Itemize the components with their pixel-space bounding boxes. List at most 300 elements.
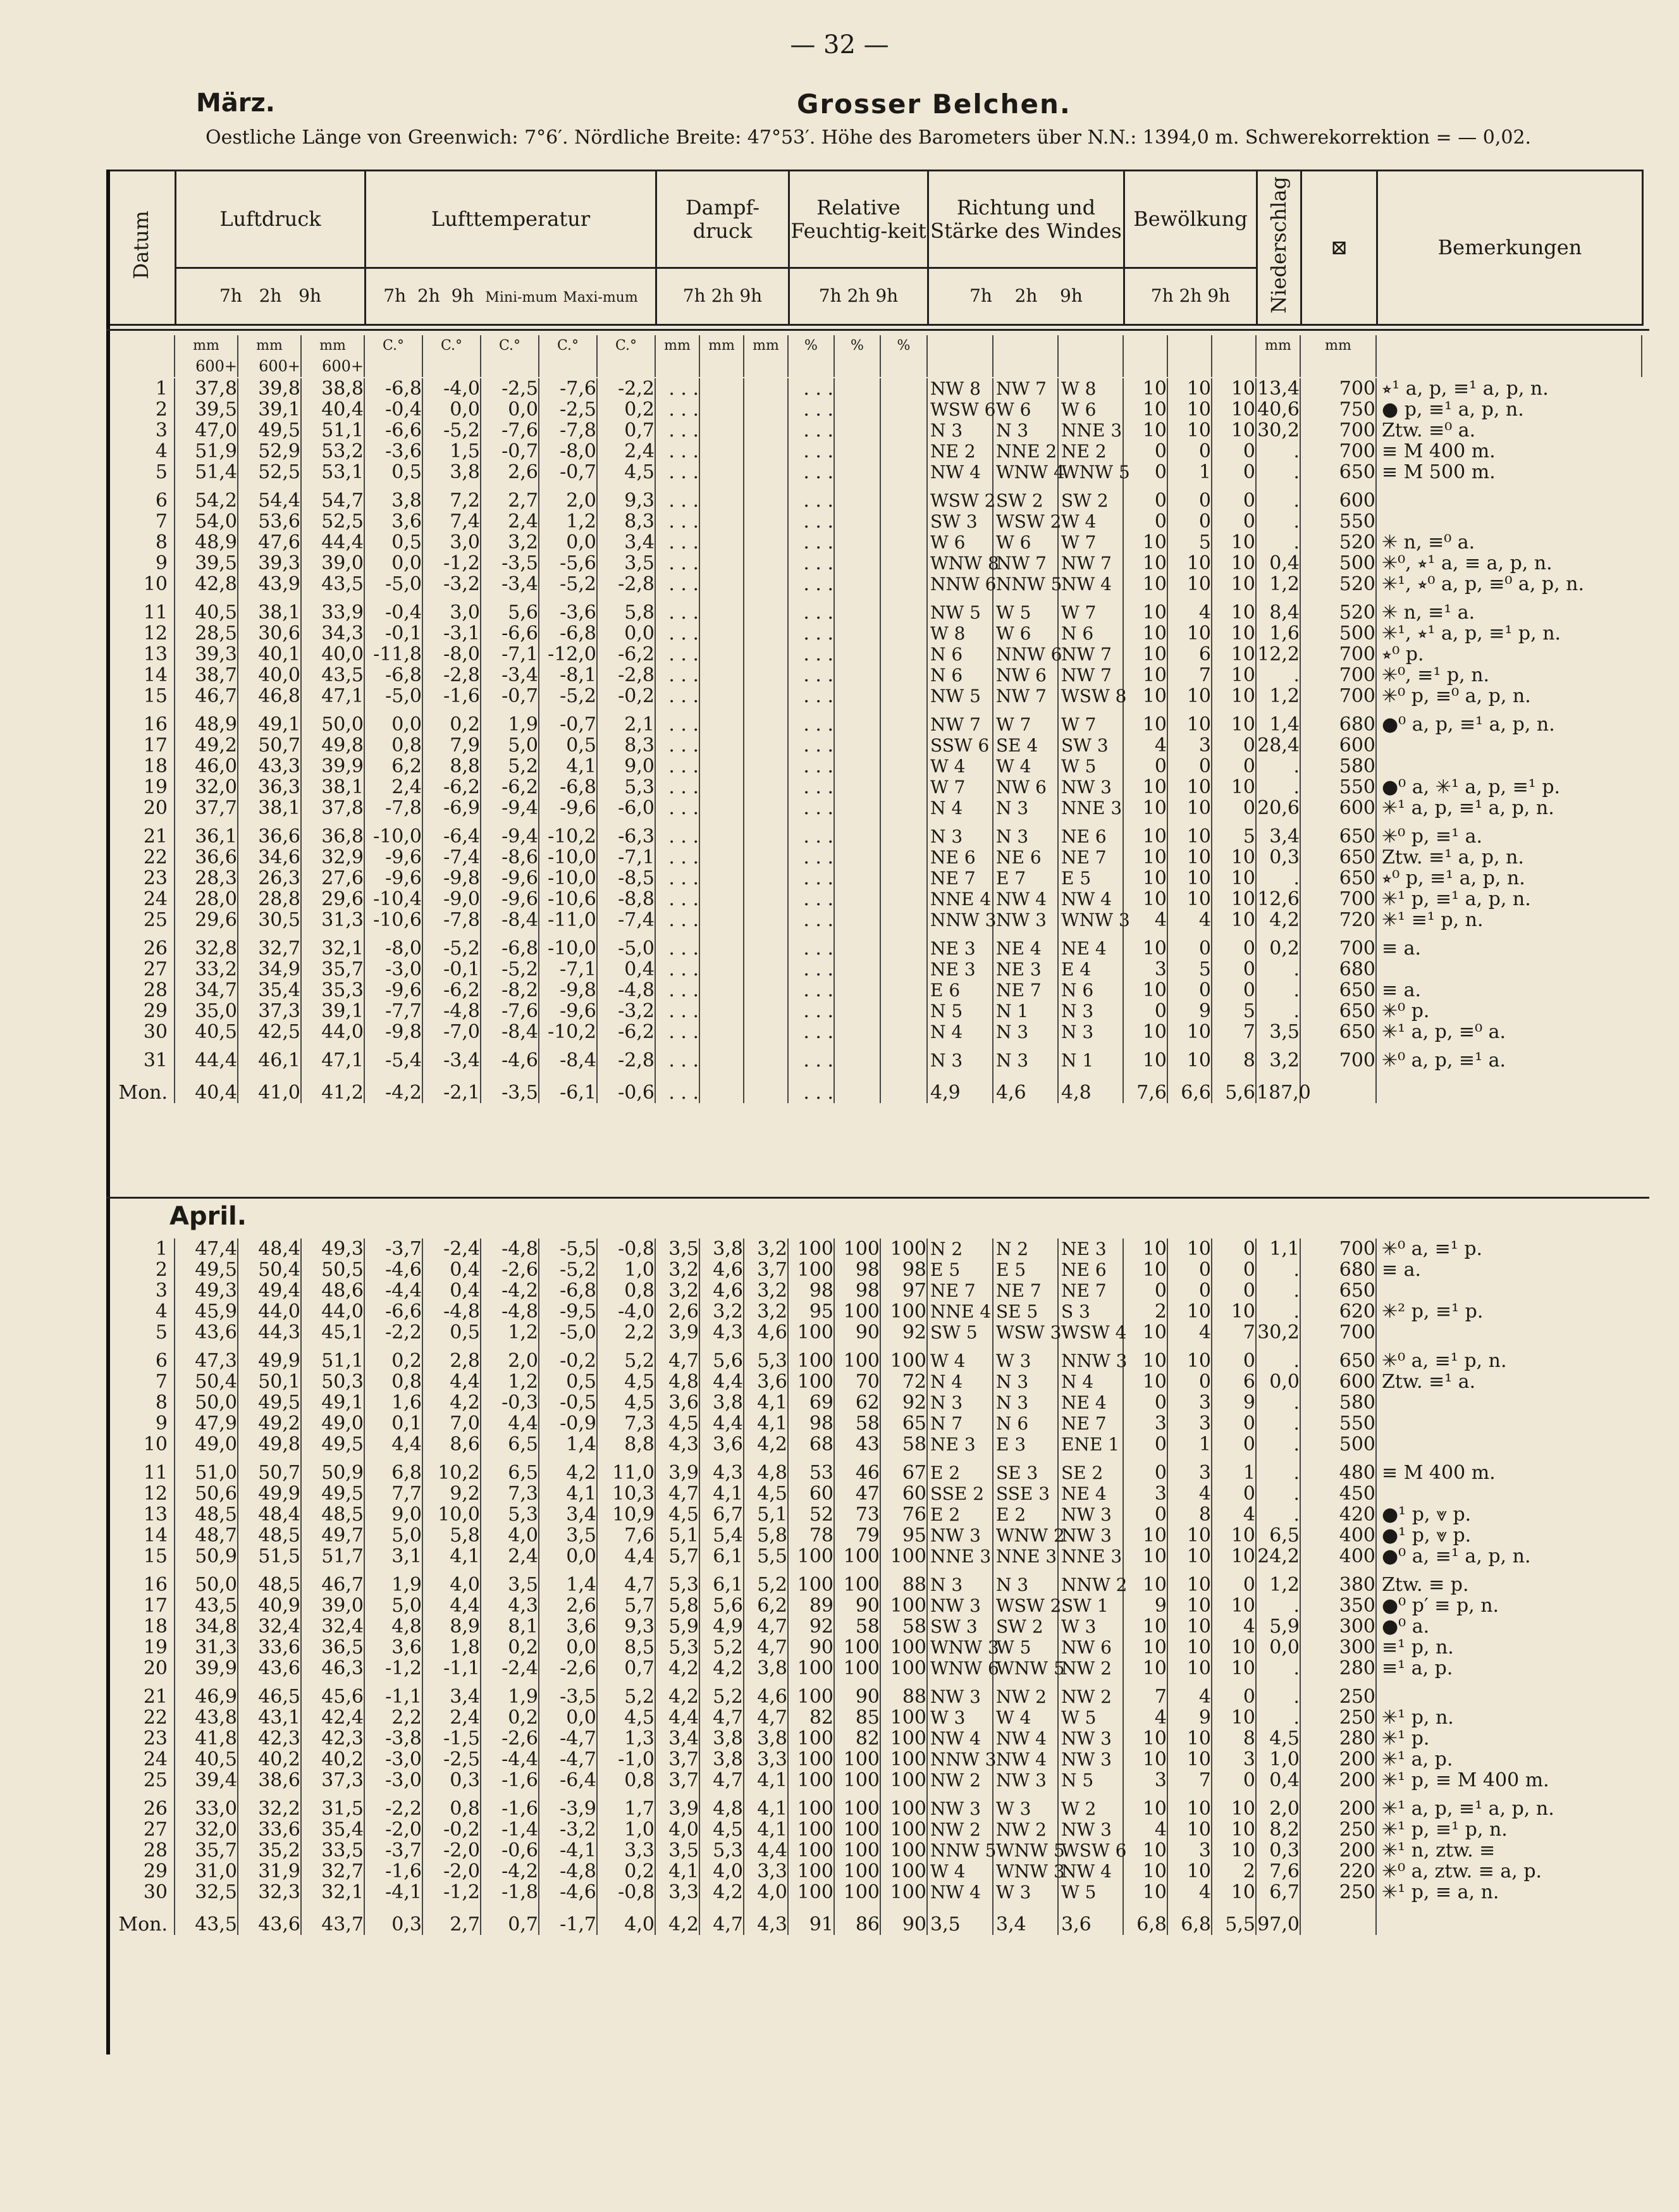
cell-empty: [834, 511, 880, 532]
cell-b2: 0: [1167, 930, 1212, 959]
cell-b2: 0: [1167, 1259, 1212, 1280]
cell-e7: 3,7: [655, 1749, 699, 1770]
cell-p2: 30,6: [238, 623, 301, 644]
cell-w7: N 6: [927, 665, 993, 686]
cell-empty: [834, 399, 880, 420]
cell-p2: 48,4: [238, 1239, 301, 1259]
cell-r: [1376, 1280, 1642, 1301]
cell-t9: -8,6: [481, 847, 539, 868]
cell-empty: [880, 462, 927, 483]
cell-w9: NNE 3: [1058, 798, 1123, 819]
cell-r: ✳⁰ p.: [1382, 1000, 1430, 1022]
cell-b2: 1: [1167, 462, 1212, 483]
cell-t9: -1,6: [481, 1770, 539, 1791]
cell-f2: 46: [834, 1455, 880, 1483]
cell-w7: WNW 6: [927, 1658, 993, 1679]
cell-t2: 3,4: [422, 1679, 481, 1707]
cell-f: . . .: [788, 1001, 834, 1022]
cell-w9: ENE 1: [1058, 1434, 1123, 1455]
header-wind: Richtung und Stärke des Windes: [928, 171, 1124, 268]
cell-p7: 47,3: [175, 1343, 238, 1371]
cell-p7: 51,4: [175, 462, 238, 483]
cell-e: . . .: [655, 819, 699, 847]
cell-e9: 3,7: [744, 1259, 788, 1280]
cell-r: ✳¹ a, p, ≡⁰ a.: [1382, 1021, 1506, 1043]
cell-b9: 10: [1212, 399, 1256, 420]
cell-w2: NW 2: [993, 1819, 1058, 1840]
cell-tmax: 5,7: [597, 1595, 655, 1616]
cell-t2: -1,1: [422, 1658, 481, 1679]
cell-w2: N 1: [993, 1001, 1058, 1022]
unit-cell: [539, 356, 597, 377]
cell-tmin: 1,4: [539, 1434, 597, 1455]
cell-w9: W 5: [1058, 1707, 1123, 1728]
table-row: [106, 847, 1642, 868]
cell-p7: 50,0: [175, 1392, 238, 1413]
cell-empty: [744, 777, 788, 798]
cell-empty: [744, 1001, 788, 1022]
cell-p2: 40,0: [238, 665, 301, 686]
cell-b7: 10: [1123, 623, 1167, 644]
cell-s: 550: [1300, 1413, 1376, 1434]
cell-b9: 2: [1212, 1861, 1256, 1882]
unit-cell: [106, 335, 175, 356]
cell-tmax: 3,3: [597, 1840, 655, 1861]
cell-e: . . .: [655, 574, 699, 595]
cell-f9: 100: [880, 1882, 927, 1903]
cell-b7: 2: [1123, 1301, 1167, 1322]
cell-b7: 4: [1123, 1819, 1167, 1840]
cell-r: [1376, 959, 1642, 980]
cell-d: 20: [106, 1658, 175, 1679]
cell-t9: -1,4: [481, 1819, 539, 1840]
cell-f2: 98: [834, 1259, 880, 1280]
cell-d: 7: [106, 511, 175, 532]
cell-r: ●⁰ a, ≡¹ a, p, n.: [1382, 1545, 1531, 1567]
cell-w9: WSW 6: [1058, 1840, 1123, 1861]
cell-empty: [880, 441, 927, 462]
table-row: [106, 623, 1642, 644]
cell-p7: 43,5: [175, 1595, 238, 1616]
cell-w2: NW 4: [993, 1728, 1058, 1749]
cell-r: [1376, 1434, 1642, 1455]
table-row: [106, 735, 1642, 756]
header-luftdruck-hours: 7h 2h 9h: [176, 268, 366, 325]
unit-cell: [1212, 335, 1256, 356]
cell-p7: 51,9: [175, 441, 238, 462]
cell-w2: NE 7: [993, 1280, 1058, 1301]
cell-b2: 4: [1167, 595, 1212, 623]
cell-p9: 53,1: [301, 462, 364, 483]
units-row: [106, 335, 1642, 377]
cell-empty: [744, 623, 788, 644]
cell-t2: -1,6: [422, 686, 481, 707]
cell-e7: 3,6: [655, 1392, 699, 1413]
cell-p2: 46,5: [238, 1679, 301, 1707]
cell-tmax: 4,5: [597, 1371, 655, 1392]
unit-cell: %: [880, 335, 927, 356]
cell-e: . . .: [655, 735, 699, 756]
cell-s: 200: [1300, 1840, 1376, 1861]
cell-p9: 49,8: [301, 735, 364, 756]
cell-t7: 0,0: [364, 553, 422, 574]
cell-r: ≡¹ p, n.: [1382, 1636, 1454, 1659]
cell-r: [1376, 735, 1642, 756]
cell-w7: N 4: [927, 798, 993, 819]
cell-d: 8: [106, 532, 175, 553]
unit-cell: mm: [744, 335, 788, 356]
cell-f2: 62: [834, 1392, 880, 1413]
cell-p9: 45,6: [301, 1679, 364, 1707]
cell-r: ● p, ≡¹ a, p, n.: [1382, 399, 1524, 421]
cell-tmin: -0,7: [539, 707, 597, 735]
cell-empty: [834, 532, 880, 553]
cell-b9: 10: [1212, 1637, 1256, 1658]
cell-b2: 10: [1167, 1728, 1212, 1749]
cell-tmax: 0,8: [597, 1280, 655, 1301]
cell-p9: 48,5: [301, 1504, 364, 1525]
cell-p9: 44,0: [301, 1022, 364, 1042]
cell-empty: [880, 532, 927, 553]
cell-r: ●¹ p, ⩔ p.: [1382, 1524, 1472, 1547]
cell-t2: 10,0: [422, 1504, 481, 1525]
cell-w2: E 3: [993, 1434, 1058, 1455]
cell-f9: 92: [880, 1322, 927, 1343]
cell-f: . . .: [788, 1022, 834, 1042]
cell-s: 400: [1300, 1525, 1376, 1546]
cell-t7: 0,8: [364, 1371, 422, 1392]
cell-e2: 4,4: [699, 1413, 744, 1434]
cell-d: 21: [106, 1679, 175, 1707]
cell-b7: 4: [1123, 1707, 1167, 1728]
cell-t2: -4,8: [422, 1301, 481, 1322]
cell-tmax: 0,8: [597, 1770, 655, 1791]
cell-empty: [699, 1071, 744, 1103]
cell-w2: NNW 5: [993, 574, 1058, 595]
cell-t9: -0,3: [481, 1392, 539, 1413]
cell-p7: 29,6: [175, 910, 238, 930]
cell-b9: 0: [1212, 1770, 1256, 1791]
cell-s: 600: [1300, 1371, 1376, 1392]
cell-w2: N 3: [993, 819, 1058, 847]
cell-tmin: -10,6: [539, 889, 597, 910]
cell-w2: W 7: [993, 707, 1058, 735]
cell-t7: 6,2: [364, 756, 422, 777]
cell-t7: -3,0: [364, 959, 422, 980]
cell-s: 700: [1300, 378, 1376, 399]
cell-t9: 1,9: [481, 707, 539, 735]
header-niederschlag: Niederschlag: [1257, 171, 1301, 325]
cell-empty: [744, 595, 788, 623]
cell-f9: 100: [880, 1861, 927, 1882]
cell-f7: 100: [788, 1567, 834, 1595]
cell-empty: [744, 1042, 788, 1071]
cell-b7: 4: [1123, 735, 1167, 756]
cell-t9: -2,6: [481, 1728, 539, 1749]
cell-e2: 4,6: [699, 1280, 744, 1301]
cell-b2: 0: [1167, 511, 1212, 532]
cell-e: . . .: [655, 1042, 699, 1071]
cell-t9: 1,2: [481, 1371, 539, 1392]
cell-w2: WSW 2: [993, 1595, 1058, 1616]
cell-t9: 4,0: [481, 1525, 539, 1546]
cell-e2: 5,6: [699, 1343, 744, 1371]
cell-tmin: 1,2: [539, 511, 597, 532]
cell-empty: [699, 777, 744, 798]
cell-tmin: -5,2: [539, 1259, 597, 1280]
cell-p2: 49,8: [238, 1434, 301, 1455]
cell-p7: 40,5: [175, 1749, 238, 1770]
cell-s: 520: [1300, 595, 1376, 623]
mean-f: . . .: [788, 1071, 834, 1103]
mean-d: Mon.: [106, 1071, 175, 1103]
cell-b2: 10: [1167, 1658, 1212, 1679]
cell-f7: 100: [788, 1259, 834, 1280]
mean-b2: 6,6: [1167, 1071, 1212, 1103]
cell-f7: 92: [788, 1616, 834, 1637]
table-row: [106, 1483, 1642, 1504]
cell-f7: 100: [788, 1679, 834, 1707]
cell-r: ⭒⁰ p.: [1382, 643, 1424, 665]
cell-w9: SW 3: [1058, 735, 1123, 756]
cell-p9: 49,5: [301, 1434, 364, 1455]
cell-e2: 5,3: [699, 1840, 744, 1861]
monthly-mean-row: [106, 1903, 1642, 1935]
cell-b9: 10: [1212, 665, 1256, 686]
cell-r: [1376, 1413, 1642, 1434]
cell-d: 5: [106, 462, 175, 483]
cell-t9: -0,6: [481, 1840, 539, 1861]
cell-t2: 0,5: [422, 1322, 481, 1343]
cell-b2: 10: [1167, 420, 1212, 441]
cell-t9: 8,1: [481, 1616, 539, 1637]
cell-t7: 5,0: [364, 1595, 422, 1616]
cell-b7: 3: [1123, 959, 1167, 980]
cell-empty: [744, 1022, 788, 1042]
table-row: [106, 1819, 1642, 1840]
cell-n: 0,2: [1256, 930, 1300, 959]
cell-w7: E 6: [927, 980, 993, 1001]
cell-f: . . .: [788, 868, 834, 889]
cell-p7: 28,5: [175, 623, 238, 644]
cell-p7: 46,0: [175, 756, 238, 777]
cell-t9: 6,5: [481, 1455, 539, 1483]
cell-tmax: 11,0: [597, 1455, 655, 1483]
cell-t9: -8,4: [481, 910, 539, 930]
cell-t2: 0,2: [422, 707, 481, 735]
cell-b2: 4: [1167, 1322, 1212, 1343]
cell-p9: 47,1: [301, 686, 364, 707]
cell-f9: 100: [880, 1595, 927, 1616]
cell-d: 30: [106, 1022, 175, 1042]
cell-s: 650: [1300, 819, 1376, 847]
cell-n: 40,6: [1256, 399, 1300, 420]
cell-w9: WSW 4: [1058, 1322, 1123, 1343]
cell-tmin: 2,0: [539, 483, 597, 511]
cell-empty: [834, 930, 880, 959]
cell-tmin: -7,6: [539, 378, 597, 399]
cell-t9: -3,4: [481, 574, 539, 595]
cell-b9: 10: [1212, 1546, 1256, 1567]
header-bewolkung: Bewölkung: [1124, 171, 1257, 268]
cell-p9: 50,3: [301, 1371, 364, 1392]
cell-t2: -9,8: [422, 868, 481, 889]
cell-w9: NE 2: [1058, 441, 1123, 462]
cell-e7: 5,3: [655, 1637, 699, 1658]
cell-p9: 50,5: [301, 1259, 364, 1280]
cell-p7: 49,3: [175, 1280, 238, 1301]
cell-p2: 35,2: [238, 1840, 301, 1861]
cell-p7: 54,0: [175, 511, 238, 532]
cell-t7: -5,4: [364, 1042, 422, 1071]
table-row: [106, 1042, 1642, 1071]
cell-e9: 3,2: [744, 1239, 788, 1259]
cell-s: 600: [1300, 483, 1376, 511]
unit-cell: [880, 356, 927, 377]
cell-b9: 9: [1212, 1392, 1256, 1413]
cell-b9: 0: [1212, 441, 1256, 462]
cell-r: [1376, 756, 1642, 777]
cell-n: 0,0: [1256, 1371, 1300, 1392]
cell-p9: 42,3: [301, 1728, 364, 1749]
cell-p2: 32,4: [238, 1616, 301, 1637]
cell-p2: 42,5: [238, 1022, 301, 1042]
cell-tmin: -12,0: [539, 644, 597, 665]
station-title: Grosser Belchen.: [797, 89, 1071, 120]
cell-r: ⭒¹ a, p, ≡¹ a, p, n.: [1382, 378, 1549, 400]
cell-w7: E 2: [927, 1504, 993, 1525]
cell-tmax: 1,3: [597, 1728, 655, 1749]
cell-w9: NW 3: [1058, 1728, 1123, 1749]
cell-w9: NNW 3: [1058, 1343, 1123, 1371]
cell-e: . . .: [655, 420, 699, 441]
cell-p2: 35,4: [238, 980, 301, 1001]
cell-empty: [880, 980, 927, 1001]
cell-p2: 51,5: [238, 1546, 301, 1567]
cell-t7: 0,8: [364, 735, 422, 756]
cell-r: ✳¹ p, ≡¹ a, p, n.: [1382, 888, 1531, 910]
cell-s: 300: [1300, 1637, 1376, 1658]
cell-r: [1376, 511, 1642, 532]
cell-b7: 9: [1123, 1595, 1167, 1616]
cell-n: 4,5: [1256, 1728, 1300, 1749]
table-row: [106, 1001, 1642, 1022]
cell-tmax: -1,0: [597, 1749, 655, 1770]
cell-w7: NW 3: [927, 1679, 993, 1707]
cell-e2: 4,3: [699, 1455, 744, 1483]
cell-p2: 49,9: [238, 1483, 301, 1504]
cell-p7: 48,9: [175, 707, 238, 735]
cell-p7: 51,0: [175, 1455, 238, 1483]
table-row: [106, 1770, 1642, 1791]
cell-d: 28: [106, 1840, 175, 1861]
table-row: [106, 665, 1642, 686]
cell-p2: 38,6: [238, 1770, 301, 1791]
cell-s: 580: [1300, 756, 1376, 777]
cell-w7: N 5: [927, 1001, 993, 1022]
cell-s: 500: [1300, 553, 1376, 574]
cell-w9: WSW 8: [1058, 686, 1123, 707]
cell-tmin: 3,4: [539, 1504, 597, 1525]
cell-w7: W 4: [927, 756, 993, 777]
cell-tmax: -0,8: [597, 1882, 655, 1903]
mean-t7: -4,2: [364, 1071, 422, 1103]
cell-t2: 7,9: [422, 735, 481, 756]
cell-e: . . .: [655, 644, 699, 665]
cell-b7: 3: [1123, 1483, 1167, 1504]
cell-p9: 37,3: [301, 1770, 364, 1791]
cell-t2: -2,0: [422, 1840, 481, 1861]
cell-empty: [744, 462, 788, 483]
cell-tmax: -7,4: [597, 910, 655, 930]
cell-e9: 5,8: [744, 1525, 788, 1546]
cell-empty: [880, 483, 927, 511]
cell-t9: -5,2: [481, 959, 539, 980]
mean-n: 187,0: [1256, 1071, 1300, 1103]
cell-w9: W 2: [1058, 1791, 1123, 1819]
table-row: [106, 553, 1642, 574]
cell-b2: 10: [1167, 1567, 1212, 1595]
cell-r: ✳¹ p.: [1382, 1727, 1430, 1750]
cell-t7: -1,1: [364, 1679, 422, 1707]
cell-e2: 3,8: [699, 1392, 744, 1413]
cell-t7: -7,7: [364, 1001, 422, 1022]
cell-e2: 4,4: [699, 1371, 744, 1392]
cell-w9: SW 2: [1058, 483, 1123, 511]
cell-e: . . .: [655, 595, 699, 623]
cell-r: [1376, 1322, 1642, 1343]
cell-p7: 31,3: [175, 1637, 238, 1658]
cell-p9: 34,3: [301, 623, 364, 644]
cell-empty: [834, 819, 880, 847]
cell-tmin: 0,5: [539, 735, 597, 756]
cell-t7: -8,0: [364, 930, 422, 959]
cell-d: 12: [106, 623, 175, 644]
cell-w9: NW 7: [1058, 553, 1123, 574]
cell-b2: 10: [1167, 623, 1212, 644]
cell-tmin: 0,0: [539, 1546, 597, 1567]
cell-s: 350: [1300, 1595, 1376, 1616]
cell-s: 200: [1300, 1770, 1376, 1791]
cell-empty: [880, 511, 927, 532]
cell-f: . . .: [788, 483, 834, 511]
cell-w7: NE 7: [927, 1280, 993, 1301]
cell-b7: 0: [1123, 1001, 1167, 1022]
cell-p2: 52,9: [238, 441, 301, 462]
cell-f2: 100: [834, 1770, 880, 1791]
cell-w2: NE 4: [993, 930, 1058, 959]
cell-w9: NW 2: [1058, 1658, 1123, 1679]
cell-t9: -9,4: [481, 798, 539, 819]
cell-w2: W 5: [993, 595, 1058, 623]
cell-b9: 1: [1212, 1455, 1256, 1483]
cell-p2: 47,6: [238, 532, 301, 553]
cell-e9: 4,1: [744, 1392, 788, 1413]
cell-e2: 4,5: [699, 1819, 744, 1840]
cell-tmin: 0,5: [539, 1371, 597, 1392]
cell-n: 13,4: [1256, 378, 1300, 399]
cell-w2: WNW 5: [993, 1840, 1058, 1861]
cell-b2: 3: [1167, 1455, 1212, 1483]
cell-e2: 6,1: [699, 1546, 744, 1567]
cell-p2: 48,5: [238, 1567, 301, 1595]
cell-s: 700: [1300, 1042, 1376, 1071]
cell-b7: 10: [1123, 1861, 1167, 1882]
cell-t9: -3,5: [481, 553, 539, 574]
cell-tmax: 4,4: [597, 1546, 655, 1567]
cell-p7: 38,7: [175, 665, 238, 686]
cell-s: 250: [1300, 1882, 1376, 1903]
